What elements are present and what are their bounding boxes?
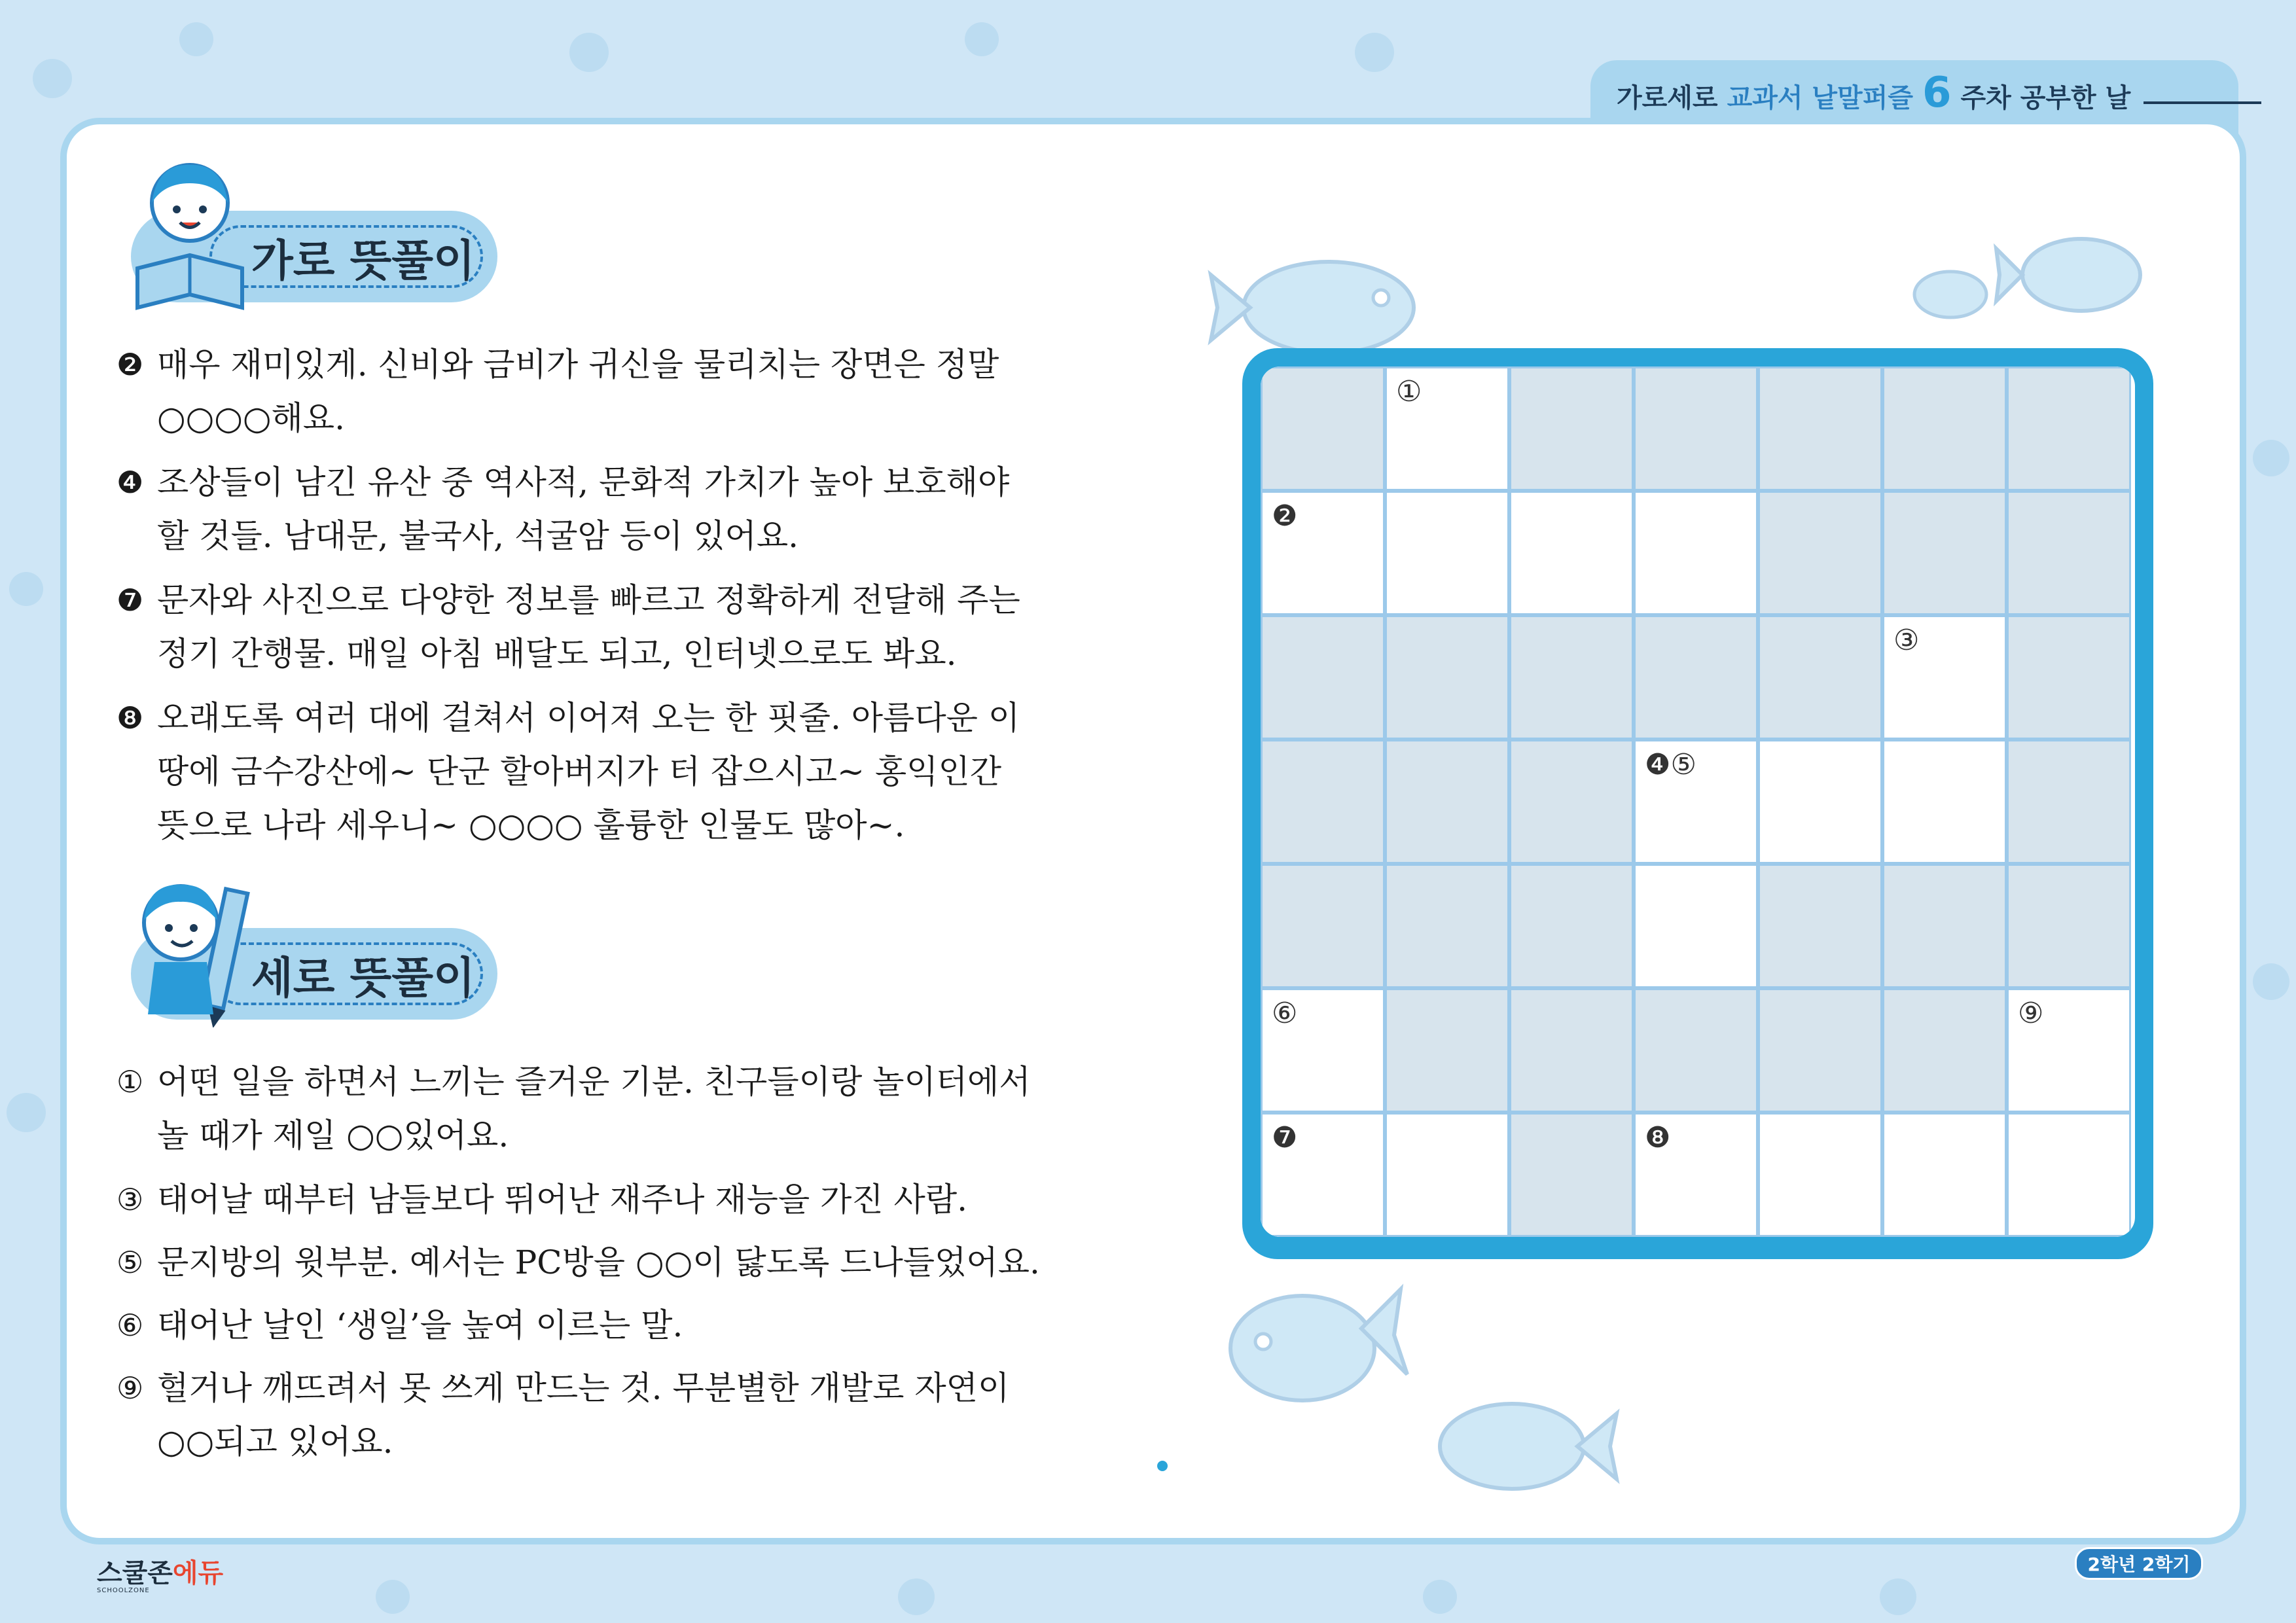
- grid-cell-open[interactable]: [1634, 864, 1758, 988]
- grid-cell-open[interactable]: [1634, 1113, 1758, 1237]
- grid-cell-block: [1758, 864, 1882, 988]
- grid-cell-open[interactable]: [1758, 1113, 1882, 1237]
- grid-cell-block: [1509, 988, 1634, 1113]
- grid-cell-block: [1385, 740, 1509, 864]
- grid-cell-open[interactable]: [1758, 740, 1882, 864]
- crossword-grid: [1261, 366, 2135, 1237]
- grid-cell-open[interactable]: [1509, 491, 1634, 615]
- grid-cell-open[interactable]: [1261, 1113, 1385, 1237]
- grid-cell-block: [1509, 366, 1634, 491]
- cell-number-label: ①: [1396, 375, 1422, 408]
- across-clue-8: ❽ 오래도록 여러 대에 걸쳐서 이어져 오는 한 핏줄. 아름다운 이 땅에 금수강산에~ 단군 할아버지가 터 잡으시고~ 홍익인간 뜻으로 나라 세우니~ ○○○○ 훌륭한 인물도 많아~.: [117, 699, 1020, 844]
- grid-cell-block: [1509, 1113, 1634, 1237]
- grid-cell-block: [1758, 988, 1882, 1113]
- grid-cell-open[interactable]: [1385, 366, 1509, 491]
- grid-cell-block: [1385, 615, 1509, 740]
- down-clue-1: ① 어떤 일을 하면서 느끼는 즐거운 기분. 친구들이랑 놀이터에서 놀 때가 제일 ○○있어요.: [117, 1063, 1031, 1154]
- down-clue-3: ③ 태어날 때부터 남들보다 뛰어난 재주나 재능을 가진 사람.: [117, 1181, 968, 1219]
- grid-cell-block: [1261, 615, 1385, 740]
- cell-number-label: ⑨: [2018, 997, 2044, 1030]
- across-clue-4: ❹ 조상들이 남긴 유산 중 역사적, 문화적 가치가 높아 보호해야 할 것들. 남대문, 불국사, 석굴암 등이 있어요.: [117, 463, 1010, 555]
- grid-cell-block: [1634, 988, 1758, 1113]
- grid-cell-block: [1385, 864, 1509, 988]
- grade-badge: 2학년 2학기: [2075, 1547, 2203, 1580]
- grid-cell-block: [2007, 864, 2131, 988]
- grid-cell-block: [1509, 615, 1634, 740]
- week-number: 6: [1922, 69, 1952, 117]
- header-subtitle: 교과서 낱말퍼즐: [1727, 83, 1913, 113]
- down-clue-9: ⑨ 헐거나 깨뜨려서 못 쓰게 만드는 것. 무분별한 개발로 자연이 ○○되고 있어요.: [117, 1369, 1010, 1461]
- down-title: 세로 뜻풀이: [209, 942, 483, 1005]
- grid-cell-block: [1261, 864, 1385, 988]
- cell-number-label: ❼: [1272, 1121, 1298, 1154]
- header-title: [1617, 69, 2261, 118]
- across-clue-2: ❷ 매우 재미있게. 신비와 금비가 귀신을 물리치는 장면은 정말 ○○○○해요.: [117, 346, 999, 437]
- fish-icon: [1427, 1374, 1623, 1505]
- cell-number-label: ❷: [1272, 499, 1298, 533]
- grid-cell-block: [2007, 491, 2131, 615]
- fish-icon: [1217, 1263, 1414, 1420]
- studied-label: 공부한 날: [2020, 83, 2131, 113]
- down-clue-5: ⑤ 문지방의 윗부분. 예서는 PC방을 ○○이 닳도록 드나들었어요.: [117, 1243, 1040, 1281]
- grid-cell-open[interactable]: [1385, 491, 1509, 615]
- grid-cell-block: [1634, 366, 1758, 491]
- grid-cell-open[interactable]: [1882, 1113, 2007, 1237]
- grid-cell-block: [1758, 366, 1882, 491]
- grid-cell-block: [1385, 988, 1509, 1113]
- publisher-logo: 스쿨존에듀 SCHOOLZONE: [97, 1558, 224, 1594]
- grid-cell-block: [2007, 615, 2131, 740]
- cell-number-label: ③: [1893, 624, 1920, 657]
- grid-cell-open[interactable]: [1882, 740, 2007, 864]
- grid-cell-open[interactable]: [1882, 615, 2007, 740]
- grid-cell-block: [1509, 864, 1634, 988]
- cell-number-label: ❹⑤: [1645, 748, 1696, 781]
- grid-cell-block: [1758, 491, 1882, 615]
- across-title: 가로 뜻풀이: [209, 225, 483, 288]
- header-prefix: 가로세로: [1617, 83, 1718, 113]
- date-blank-line[interactable]: [2144, 101, 2261, 104]
- across-clue-7: ❼ 문자와 사진으로 다양한 정보를 빠르고 정확하게 전달해 주는 정기 간행물. 매일 아침 배달도 되고, 인터넷으로도 봐요.: [117, 581, 1020, 673]
- grid-cell-open[interactable]: [2007, 1113, 2131, 1237]
- grid-cell-block: [1261, 740, 1385, 864]
- grid-cell-open[interactable]: [1634, 740, 1758, 864]
- cell-number-label: ❽: [1645, 1121, 1671, 1154]
- grid-cell-block: [1261, 366, 1385, 491]
- grid-cell-block: [1509, 740, 1634, 864]
- grid-cell-block: [1758, 615, 1882, 740]
- down-clue-6: ⑥ 태어난 날인 ‘생일’을 높여 이르는 말.: [117, 1306, 683, 1344]
- grid-cell-block: [2007, 740, 2131, 864]
- crossword-frame: [1242, 348, 2153, 1259]
- grid-cell-open[interactable]: [1634, 491, 1758, 615]
- grid-cell-block: [1882, 366, 2007, 491]
- grid-cell-block: [1882, 988, 2007, 1113]
- fish-icon: [1898, 216, 2160, 334]
- grid-cell-block: [2007, 366, 2131, 491]
- grid-cell-open[interactable]: [1261, 491, 1385, 615]
- grid-cell-open[interactable]: [1261, 988, 1385, 1113]
- grid-cell-open[interactable]: [1385, 1113, 1509, 1237]
- decorative-dot: [1157, 1461, 1168, 1471]
- week-label: 주차: [1960, 83, 2011, 113]
- cell-number-label: ⑥: [1272, 997, 1298, 1030]
- girl-reading-icon: [124, 157, 255, 314]
- boy-pencil-icon: [122, 877, 253, 1027]
- grid-cell-open[interactable]: [2007, 988, 2131, 1113]
- grid-cell-block: [1882, 864, 2007, 988]
- grid-cell-block: [1634, 615, 1758, 740]
- grid-cell-block: [1882, 491, 2007, 615]
